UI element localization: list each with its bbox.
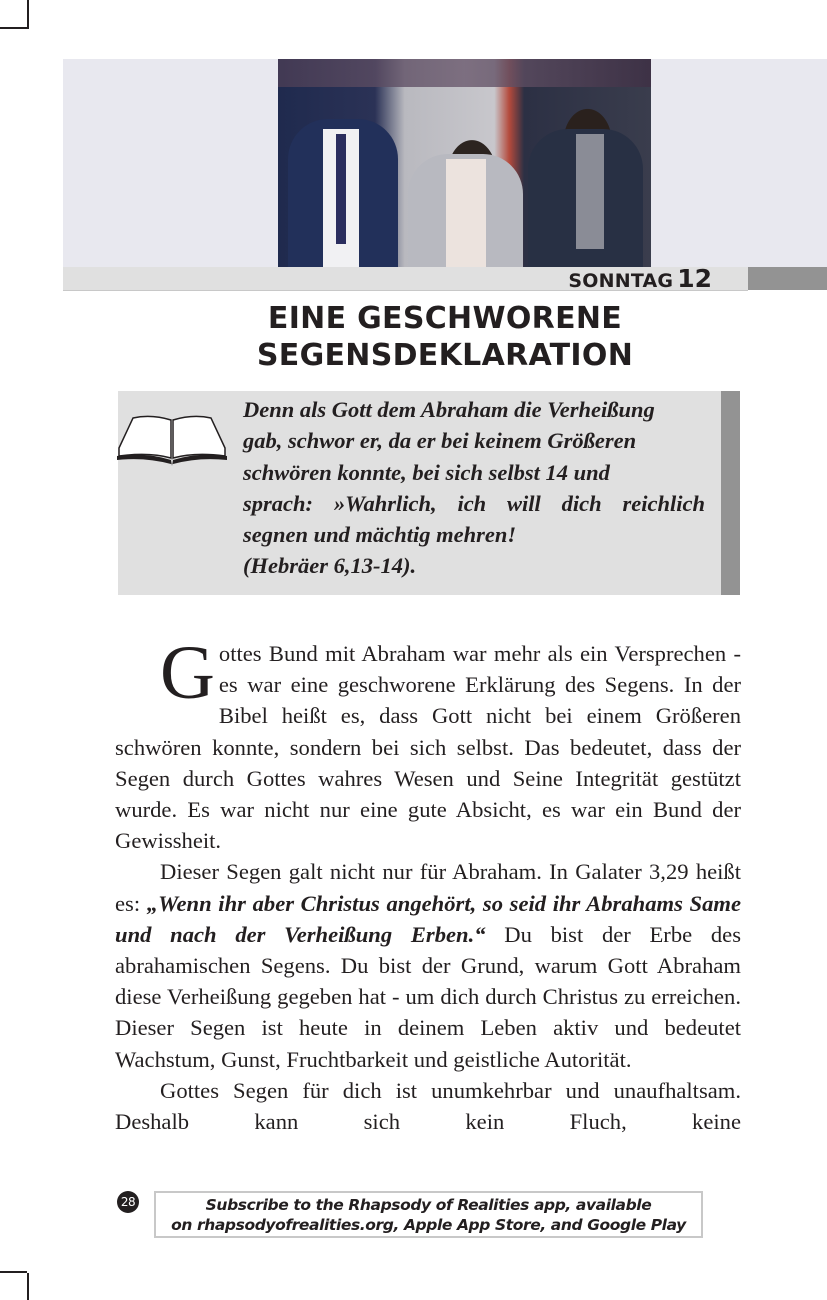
subscribe-banner: [154, 1191, 703, 1238]
verse-line: gab, schwor er, da er bei keinem Größeren: [243, 428, 637, 454]
crop-mark-bottom-v: [27, 1273, 29, 1300]
verse-reference: (Hebräer 6,13-14).: [243, 553, 417, 579]
scripture-quote: [243, 394, 705, 582]
weekday: SONNTAG: [568, 270, 674, 292]
verse-line: segnen und mächtig mehren!: [243, 522, 517, 548]
open-book-icon: [115, 412, 230, 467]
crop-mark-bottom-h: [0, 1271, 27, 1273]
paragraph-1: Gottes Bund mit Abraham war mehr als ein Versprechen - es war eine geschworene Erklärung des Segens. In der Bibel heißt es, dass Gott nicht bei einem Größeren schwören konnte, sondern bei sich selbst. Das bedeutet, dass der Segen durch Gottes wahres Wesen und Seine Integrität gestützt wurde. Es war nicht nur eine gute Absicht, es war ein Bund der Gewissheit.: [115, 631, 741, 854]
day-label: [448, 264, 748, 293]
scripture-citation: „Wenn ihr aber Christus angehört, so seid ihr Abrahams Same und nach der Verheißung Erben.“: [115, 890, 741, 947]
subscribe-line-2: on rhapsodyofrealities.org, Apple App Store, and Google Play: [171, 1216, 686, 1234]
crop-mark-top-v: [27, 0, 29, 29]
title-line-2: SEGENSDEKLARATION: [256, 338, 634, 373]
subscribe-line-1: Subscribe to the Rhapsody of Realities app, available: [205, 1196, 652, 1214]
day-number: 12: [677, 264, 712, 293]
drop-cap: G: [160, 631, 215, 715]
day-bar-accent: [748, 267, 827, 290]
verse-line: schwören konnte, bei sich selbst 14 und: [243, 459, 610, 485]
verse-line: Denn als Gott dem Abraham die Verheißung: [243, 397, 655, 422]
title-line-1: EINE GESCHWORENE: [267, 301, 623, 336]
paragraph-2: Dieser Segen galt nicht nur für Abraham. In Galater 3,29 heißt es: „Wenn ihr aber Christus angehört, so seid ihr Abrahams Same und nach der Verheißung Erben.“ Du bist der Erbe des abrahamischen Segens. Du bist der Grund, warum Gott Abraham diese Verheißung gegeben hat - um dich durch Christus zu erreichen. Dieser Segen ist heute in deinem Leben aktiv und bedeutet Wachstum, Gunst, Fruchtbarkeit und geistliche Autorität.: [115, 859, 741, 1072]
verse-panel-accent: [721, 391, 740, 595]
page-title: [63, 300, 827, 374]
verse-line: sprach: »Wahrlich, ich will dich reichlich: [243, 490, 705, 516]
header-photo: [278, 59, 651, 267]
day-bar: [63, 264, 748, 293]
crop-mark-top-h: [0, 27, 28, 29]
article-body: [115, 631, 741, 1137]
paragraph-3: Gottes Segen für dich ist unumkehrbar und unaufhaltsam. Deshalb kann sich kein Fluch, keine: [115, 1077, 741, 1135]
page-number: 28: [117, 1191, 139, 1213]
